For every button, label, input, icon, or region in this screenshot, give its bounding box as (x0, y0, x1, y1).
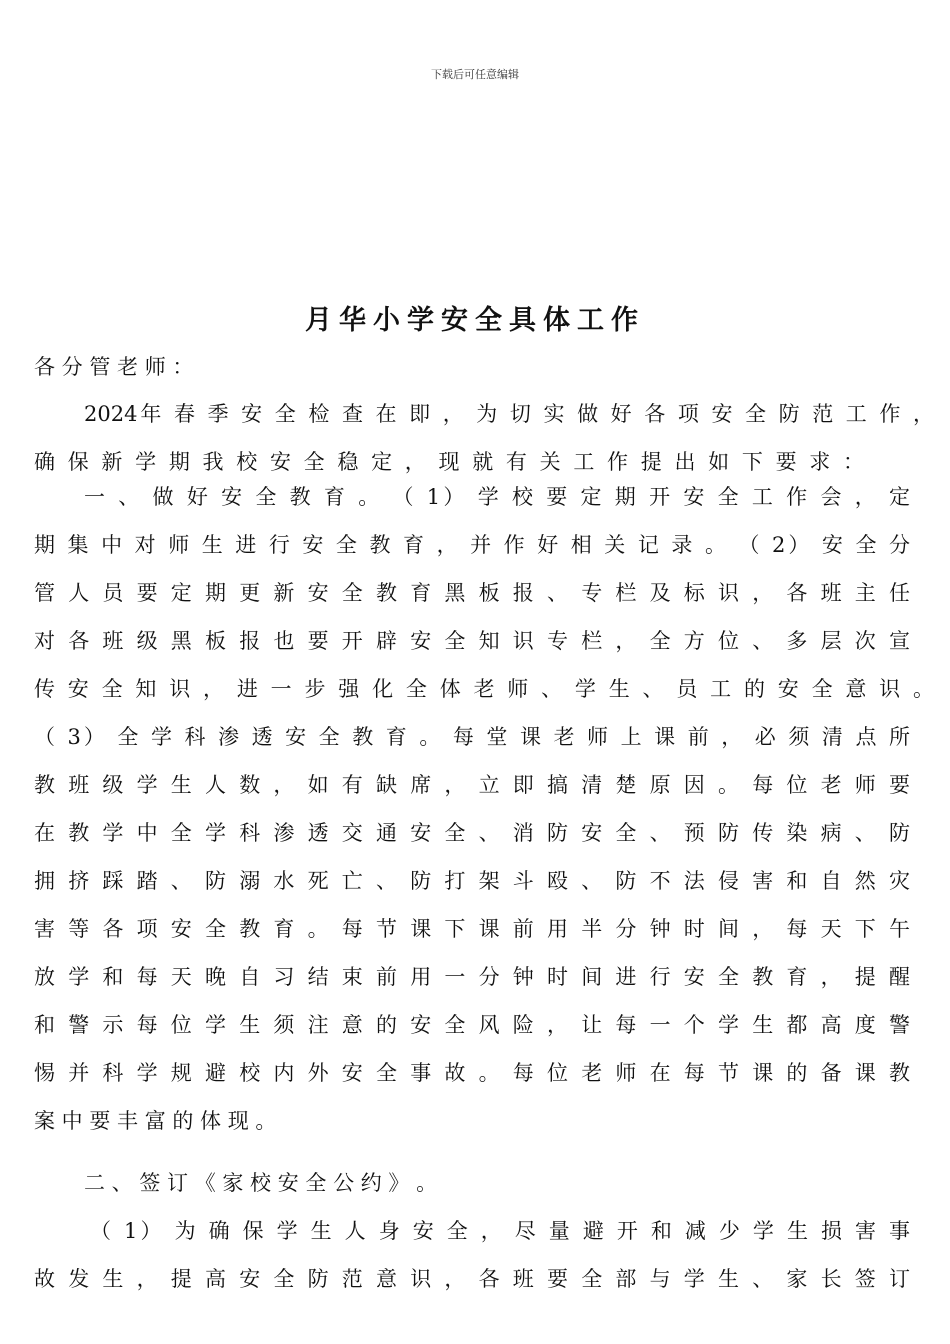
body-line: 和 警 示 每 位 学 生 须 注 意 的 安 全 风 险 ， 让 每 一 个 学 生 都 高 度 警 (34, 1013, 910, 1037)
body-line: 案 中 要 丰 富 的 体 现 。 (34, 1109, 277, 1133)
salutation-line: 各 分 管 老 师 ： (34, 355, 194, 379)
section-heading: 二 、 签 订 《 家 校 安 全 公 约 》 。 (84, 1171, 438, 1195)
body-line: 教 班 级 学 生 人 数 ， 如 有 缺 席 ， 立 即 搞 清 楚 原 因 。 每 位 老 师 要 (34, 773, 910, 797)
body-line: 管 人 员 要 定 期 更 新 安 全 教 育 黑 板 报 、 专 栏 及 标 识 ， 各 班 主 任 (34, 581, 910, 605)
body-line: 对 各 班 级 黑 板 报 也 要 开 辟 安 全 知 识 专 栏 ， 全 方 位 、 多 层 次 宣 (34, 629, 910, 653)
body-line: 2024年 春 季 安 全 检 查 在 即 ， 为 切 实 做 好 各 项 安 全 防 范 工 作 ， (84, 402, 934, 426)
body-line: 害 等 各 项 安 全 教 育 。 每 节 课 下 课 前 用 半 分 钟 时 间 ， 每 天 下 午 (34, 917, 910, 941)
body-line: 拥 挤 踩 踏 、 防 溺 水 死 亡 、 防 打 架 斗 殴 、 防 不 法 侵 害 和 自 然 灾 (34, 869, 910, 893)
body-line: 惕 并 科 学 规 避 校 内 外 安 全 事 故 。 每 位 老 师 在 每 节 课 的 备 课 教 (34, 1061, 910, 1085)
body-line: 在 教 学 中 全 学 科 渗 透 交 通 安 全 、 消 防 安 全 、 预 防 传 染 病 、 防 (34, 821, 910, 845)
body-line: （ 1） 为 确 保 学 生 人 身 安 全 ， 尽 量 避 开 和 减 少 学 生 损 害 事 (90, 1219, 910, 1243)
body-line: 传 安 全 知 识 ， 进 一 步 强 化 全 体 老 师 、 学 生 、 员 工 的 安 全 意 识 。 (34, 677, 934, 701)
body-line: 期 集 中 对 师 生 进 行 安 全 教 育 ， 并 作 好 相 关 记 录 。 （ 2） 安 全 分 (34, 533, 910, 557)
body-line: 一 、 做 好 安 全 教 育 。 （ 1） 学 校 要 定 期 开 安 全 工 作 会 ， 定 (84, 485, 910, 509)
body-line: 故 发 生 ， 提 高 安 全 防 范 意 识 ， 各 班 要 全 部 与 学 生 、 家 长 签 订 (34, 1267, 910, 1291)
body-line: 放 学 和 每 天 晚 自 习 结 束 前 用 一 分 钟 时 间 进 行 安 全 教 育 ， 提 醒 (34, 965, 910, 989)
document-title: 月华小学安全具体工作 (305, 305, 645, 336)
body-line: （ 3） 全 学 科 渗 透 安 全 教 育 。 每 堂 课 老 师 上 课 前 ， 必 须 清 点 所 (34, 725, 910, 749)
header-note: 下载后可任意编辑 (431, 68, 519, 81)
body-line: 确 保 新 学 期 我 校 安 全 稳 定 ， 现 就 有 关 工 作 提 出 如 下 要 求 ： (34, 450, 864, 474)
